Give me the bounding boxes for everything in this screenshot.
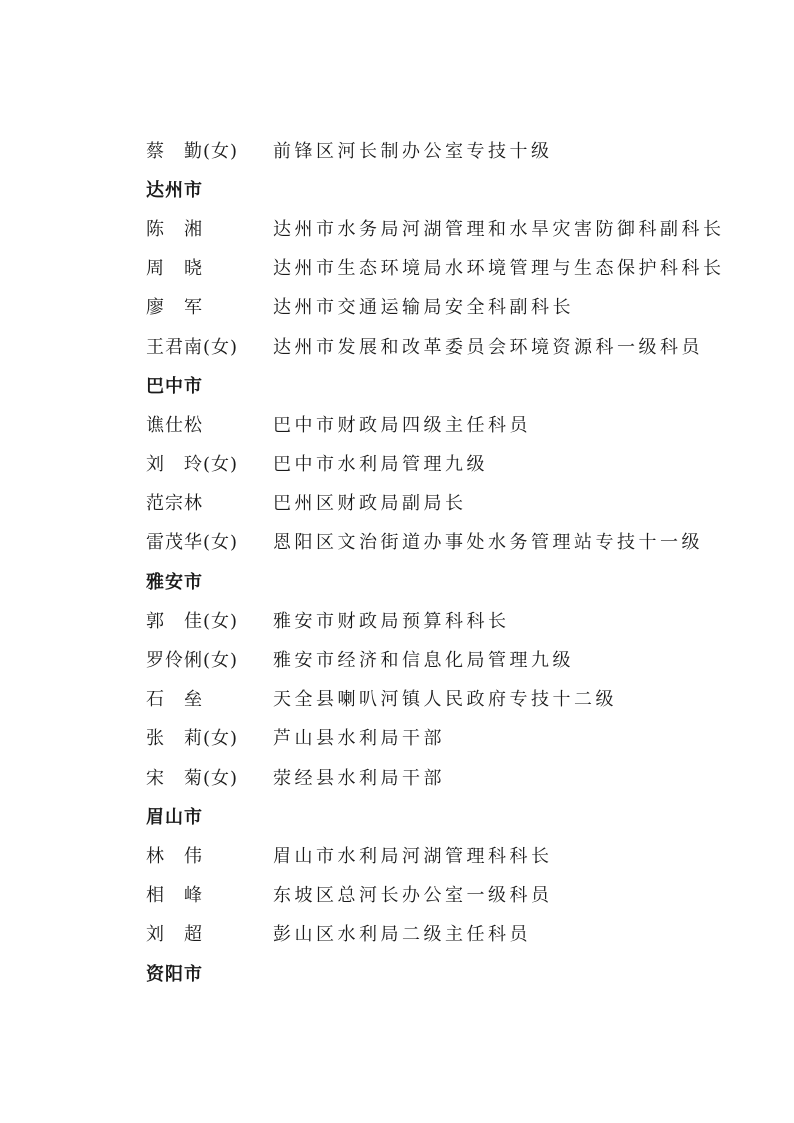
person-name: 王君南(女) <box>146 336 239 358</box>
list-item <box>146 639 746 678</box>
person-name: 谯仕松 <box>146 414 203 436</box>
person-name: 张 莉(女) <box>146 728 239 750</box>
person-name: 郭 佳(女) <box>146 610 239 632</box>
person-name: 廖 军 <box>146 297 203 319</box>
list-item <box>146 875 746 914</box>
person-name: 雷茂华(女) <box>146 532 239 554</box>
list-item <box>146 444 746 483</box>
person-post: 达州市生态环境局水环境管理与生态保护科科长 <box>273 258 725 280</box>
person-post: 眉山市水利局河湖管理科科长 <box>273 845 553 867</box>
person-post: 巴中市财政局四级主任科员 <box>273 414 531 436</box>
person-post: 东坡区总河长办公室一级科员 <box>273 885 553 907</box>
person-name: 林 伟 <box>146 845 203 867</box>
list-item <box>146 718 746 757</box>
region-heading: 雅安市 <box>146 571 203 593</box>
region-heading: 眉山市 <box>146 806 203 828</box>
list-item <box>146 679 746 718</box>
person-post: 芦山县水利局干部 <box>273 728 445 750</box>
person-post: 达州市交通运输局安全科副科长 <box>273 297 574 319</box>
list-item <box>146 130 746 169</box>
list-item <box>146 248 746 287</box>
person-name: 罗伶俐(女) <box>146 650 239 672</box>
person-post: 天全县喇叭河镇人民政府专技十二级 <box>273 689 617 711</box>
person-name: 刘 超 <box>146 924 203 946</box>
person-post: 达州市水务局河湖管理和水旱灾害防御科副科长 <box>273 218 725 240</box>
list-item <box>146 522 746 561</box>
person-name: 相 峰 <box>146 885 203 907</box>
person-name: 范宗林 <box>146 493 203 515</box>
list-item <box>146 914 746 953</box>
person-post: 巴中市水利局管理九级 <box>273 454 488 476</box>
list-item <box>146 483 746 522</box>
person-name: 石 垒 <box>146 689 203 711</box>
person-name: 周 晓 <box>146 258 203 280</box>
list-item <box>146 600 746 639</box>
person-post: 达州市发展和改革委员会环境资源科一级科员 <box>273 336 703 358</box>
list-item <box>146 404 746 443</box>
person-name: 陈 湘 <box>146 218 203 240</box>
list-item <box>146 208 746 247</box>
person-post: 巴州区财政局副局长 <box>273 493 467 515</box>
person-name: 刘 玲(女) <box>146 454 239 476</box>
personnel-list <box>146 130 746 992</box>
person-name: 蔡 勤(女) <box>146 140 239 162</box>
person-post: 前锋区河长制办公室专技十级 <box>273 140 553 162</box>
region-heading: 达州市 <box>146 179 203 201</box>
region-heading: 资阳市 <box>146 963 203 985</box>
person-name: 宋 菊(女) <box>146 767 239 789</box>
list-item <box>146 835 746 874</box>
list-item <box>146 326 746 365</box>
person-post: 荥经县水利局干部 <box>273 767 445 789</box>
person-post: 雅安市经济和信息化局管理九级 <box>273 650 574 672</box>
list-item <box>146 757 746 796</box>
list-item <box>146 287 746 326</box>
region-heading: 巴中市 <box>146 375 203 397</box>
person-post: 恩阳区文治街道办事处水务管理站专技十一级 <box>273 532 703 554</box>
person-post: 彭山区水利局二级主任科员 <box>273 924 531 946</box>
person-post: 雅安市财政局预算科科长 <box>273 610 510 632</box>
